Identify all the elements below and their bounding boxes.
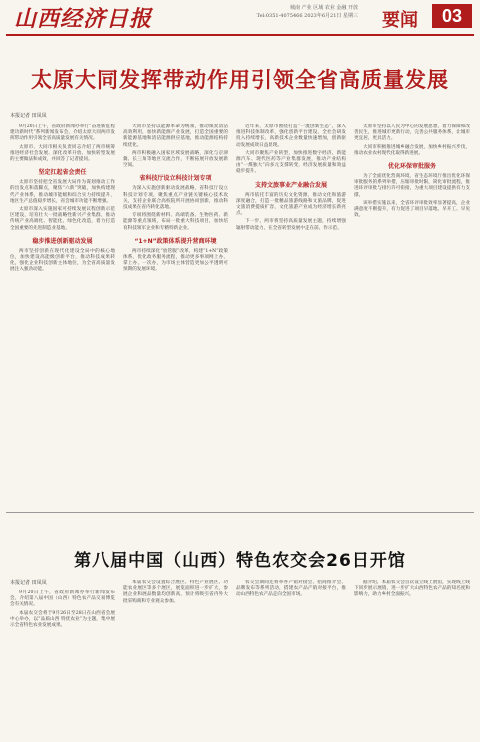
article-paragraph: 太原市、大同市相关负责同志介绍了两市统筹推进经济社会发展、深化改革开放、加快转型发展的主要做法和成效，并回答了记者提问。 [10,144,115,163]
article1-column-3 [236,124,346,508]
article2-byline: 本报记者 田凤凤 [10,580,47,586]
article2-column-3 [236,580,346,738]
article-divider [6,512,474,513]
article-paragraph: 为深入实施创新驱动发展战略，省科技厅设立科技计划专项，聚焦重点产业链关键核心技术攻关，支持企业联合高校院所开展协同创新，推动科技成果在省内转化落地。 [123,186,228,211]
article2-headline: 第八届中国（山西）特色农交会26日开馆 [74,551,406,571]
article-paragraph: 据介绍，本届农交会首次设立线上展馆，实现线上线下同步展示展销，进一步扩大山西特色农产品的知名度和影响力，助力乡村全面振兴。 [354,580,470,598]
article1-headline: 太原大同发挥带动作用引领全省高质量发展 [31,68,449,92]
article-paragraph: 9月20日上午，省政府新闻办举行“奋进新征程 建功新时代”系列新闻发布会，介绍太原大同两市发挥带动作用引领全省高质量发展有关情况。 [10,124,115,142]
article1-column-4 [354,124,470,508]
article1-subheading: 坚定扛起省会责任 [38,169,87,177]
article1-subheading: 优化环保审批服务 [387,163,436,171]
article2-column-2 [123,580,228,738]
article-paragraph: 近年来，太原市围绕打造“一流创新生态”，深入推进科技体制改革，强化创新平台建设，全社会研发投入持续增长，高新技术企业数量快速增加，创新驱动发展成效日益显现。 [236,124,346,148]
masthead [0,0,480,34]
article-paragraph: 太原市坚持以人民为中心的发展思想，着力保障和改善民生，推进城市更新行动，完善公共服务体系，让城市更宜居、更具活力。 [354,124,470,142]
article-paragraph: 专项将围绕新材料、高端装备、生物医药、新能源等重点领域，布局一批重大科技项目，加快培育科技领军企业和专精特新企业。 [123,213,228,231]
article1-byline: 本报记者 田凤凤 [10,113,47,119]
article-paragraph: 太原市深入实施国家可持续发展议程创新示范区建设，培育壮大一批战略性新兴产业集群，推动传统产业高端化、智能化、绿色化改造，着力打造全国重要的先进制造业基地。 [10,207,115,231]
masthead-info-line1: 城南 产业 区域 农业 金融 开放 [290,5,358,11]
article-paragraph: 大同市聚焦产业转型，加快推进数字经济、新能源汽车、现代医药等产业集群发展，推动产业结构由“一煤独大”向多元支撑转变，经济发展质量和效益稳步提升。 [236,150,346,175]
article-paragraph: 农交会期间还将举办产销对接会、招商推介会、品牌发布等系列活动，搭建农产品产销对接平台，推动山西特色农产品走向全国市场。 [236,580,346,598]
article1-subheading: 支持文旅事业产业融合发展 [254,181,327,189]
article-paragraph: 两市持续深化“放管服”改革，构建“1+N”政策体系，优化政务服务流程，推动更多事项网上办、掌上办、一次办，为市场主体营造更加公平透明可预期的发展环境。 [123,248,228,273]
article-paragraph: 本届农交会设置综合展区、特色产业展区、功能农业展区等多个展区，展览面积进一步扩大，参展企业和展品数量均创新高，预计将吸引省内外大批采购商和专业观众参加。 [123,580,228,604]
article-paragraph: 该举措实施以来，全省环评审批效率显著提高，企业满意度不断提升，有力促进了项目早落地、早开工、早见效。 [354,200,470,219]
article-paragraph: 下一步，两市将坚持高质量发展主题，持续增强辐射带动能力，在全省转型发展中走在前、作示范。 [236,219,346,231]
article-paragraph: 大同市坚持以能源革命为统领，推动煤炭清洁高效利用，加快新能源产业发展，打造全国重要的新能源基地和清洁能源供应基地，推动能源结构持续优化。 [123,124,228,148]
article1-column-2 [123,124,228,508]
article-paragraph: 9月20日上午，省政府新闻办举行新闻发布会，介绍第八届中国（山西）特色农产品交易博览会有关情况。 [10,590,115,608]
article-paragraph: 两市坚持创新在现代化建设全局中的核心地位，加快建设高能级创新平台，推动科技成果转化，强化企业科技创新主体地位，为全省高质量发展注入强劲动能。 [10,248,115,273]
article1-subheading: 省科技厅设立科技计划专项 [139,175,212,183]
article1-subheading: 稳步推进创新驱动发展 [32,237,93,245]
article-paragraph: 本届农交会将于9月26日至28日在山西省会展中心举办，以“品质山西 特优农业”为主题，集中展示全省特色农业发展成果。 [10,610,115,629]
article2-column-4 [354,580,470,738]
newspaper-logo: 山西经济日报 [14,6,153,32]
article-paragraph: 大同市积极推进城乡融合发展，加快乡村振兴步伐，推动农业农村现代化取得新进展。 [354,144,470,156]
masthead-info-line2: Tel:0351-4075466 2023年6月21日 星期三 [256,13,358,19]
article-paragraph: 为了全面优化营商环境，省生态环境厅推出优化环保审批服务的系列举措，压缩审批时限，简化审批流程，推进环评审批与排污许可衔接，为重大项目建设提供有力支撑。 [354,174,470,198]
article1-subheading: “1+N”政策体系提升营商环境 [134,237,217,245]
page-number: 03 [432,4,472,28]
article1-column-1 [10,124,115,508]
masthead-divider [6,34,474,36]
article-paragraph: 两市依托丰富的历史文化资源，推动文化和旅游深度融合，打造一批精品旅游线路和文旅品牌，促进文旅消费提质扩容，文化旅游产业成为经济增长新亮点。 [236,192,346,217]
article-paragraph: 两市积极融入国家区域发展战略，深化与京津冀、长三角等地区交流合作，不断拓展开放发展新空间。 [123,150,228,169]
section-title: 要闻 [382,10,418,31]
article-paragraph: 太原市坚持把全省发展大局作为谋划推动工作的出发点和落脚点，聚焦“六新”突破，加快构建现代产业体系，推动城市能级和综合实力持续提升，地区生产总值稳步增长，省会城市功能不断增强。 [10,180,115,204]
article2-column-1 [10,590,115,738]
masthead-info [178,4,358,20]
